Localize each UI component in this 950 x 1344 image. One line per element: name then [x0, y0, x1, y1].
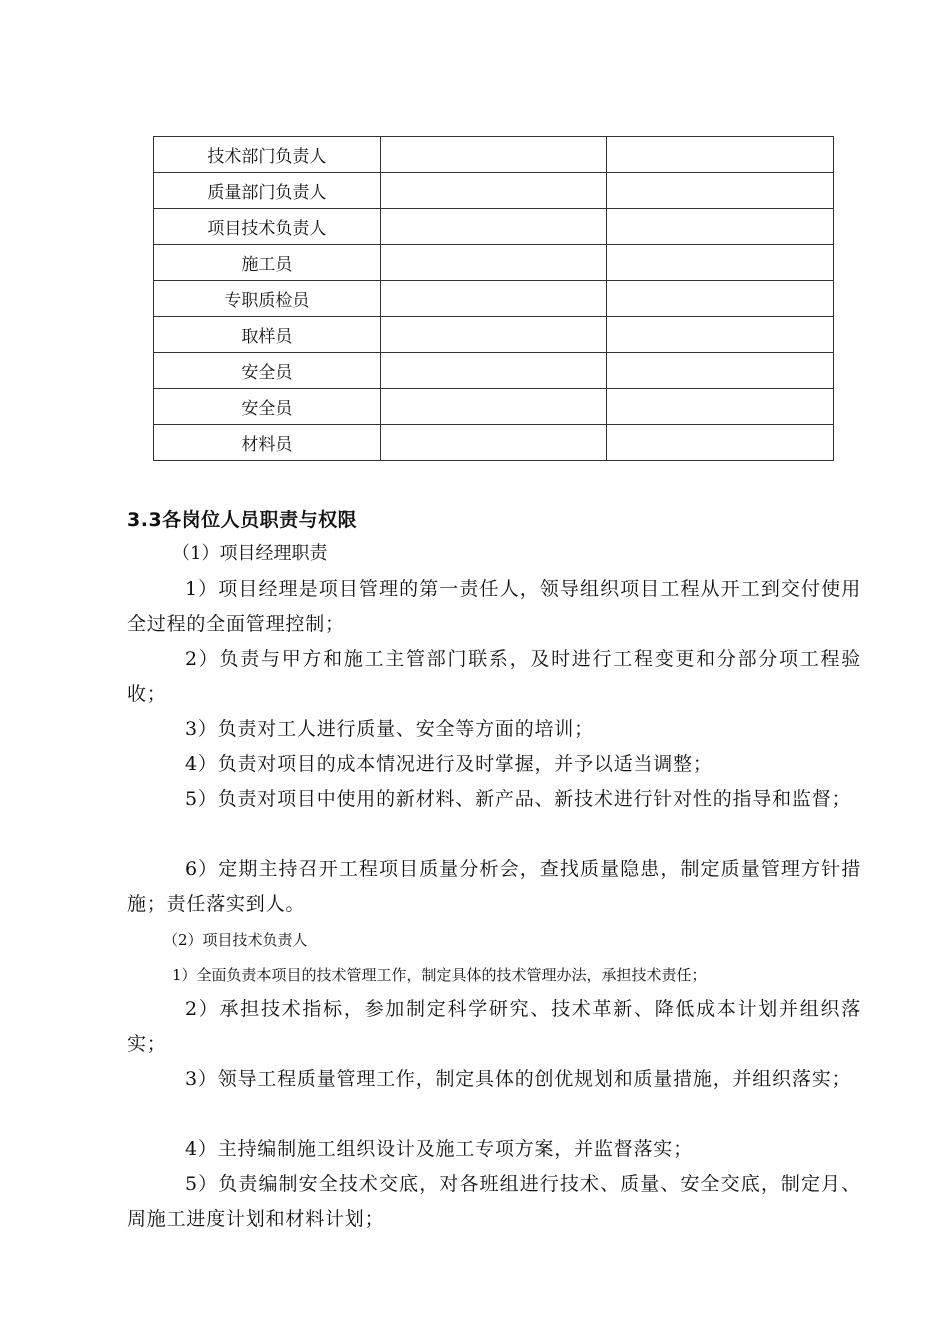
- pm-item-5: 5）负责对项目中使用的新材料、新产品、新技术进行针对性的指导和监督；: [185, 788, 852, 810]
- pm-item-6: 6）定期主持召开工程项目质量分析会，查找质量隐患，制定质量管理方针措施；责任落实到人。: [127, 858, 861, 915]
- role-cell: 施工员: [154, 245, 381, 281]
- name-cell: [380, 353, 607, 389]
- table-row: [154, 425, 834, 461]
- role-cell: 安全员: [154, 389, 381, 425]
- pm-item-1: 1）项目经理是项目管理的第一责任人，领导组织项目工程从开工到交付使用全过程的全面管理控制；: [127, 578, 861, 635]
- name-cell: [380, 281, 607, 317]
- pm-item-2: 2）负责与甲方和施工主管部门联系，及时进行工程变更和分部分项工程验收；: [127, 648, 861, 705]
- tech-item-2: 2）承担技术指标，参加制定科学研究、技术革新、降低成本计划并组织落实；: [127, 998, 861, 1055]
- personnel-table: [153, 136, 834, 461]
- name-cell: [380, 209, 607, 245]
- note-cell: [607, 389, 834, 425]
- tech-item-1: 1）全面负责本项目的技术管理工作，制定具体的技术管理办法，承担技术责任；: [172, 966, 707, 984]
- role-cell: 质量部门负责人: [154, 173, 381, 209]
- note-cell: [607, 173, 834, 209]
- name-cell: [380, 317, 607, 353]
- tech-item-5: 5）负责编制安全技术交底，对各班组进行技术、质量、安全交底，制定月、周施工进度计划和材料计划；: [127, 1173, 861, 1230]
- note-cell: [607, 281, 834, 317]
- name-cell: [380, 245, 607, 281]
- role-cell: 项目技术负责人: [154, 209, 381, 245]
- pm-duties-title: （1）项目经理职责: [172, 543, 328, 564]
- table-row: [154, 245, 834, 281]
- name-cell: [380, 137, 607, 173]
- tech-item-4: 4）主持编制施工组织设计及施工专项方案，并监督落实；: [185, 1138, 693, 1160]
- role-cell: 技术部门负责人: [154, 137, 381, 173]
- table-row: [154, 353, 834, 389]
- table-row: [154, 137, 834, 173]
- role-cell: 材料员: [154, 425, 381, 461]
- table-row: [154, 281, 834, 317]
- role-cell: 取样员: [154, 317, 381, 353]
- pm-item-3: 3）负责对工人进行质量、安全等方面的培训；: [185, 718, 594, 740]
- note-cell: [607, 317, 834, 353]
- name-cell: [380, 425, 607, 461]
- table-row: [154, 317, 834, 353]
- name-cell: [380, 389, 607, 425]
- pm-item-4: 4）负责对项目的成本情况进行及时掌握，并予以适当调整；: [185, 753, 713, 775]
- tech-lead-title: （2）项目技术负责人: [163, 931, 308, 949]
- role-cell: 专职质检员: [154, 281, 381, 317]
- role-cell: 安全员: [154, 353, 381, 389]
- note-cell: [607, 245, 834, 281]
- section-heading: 3.3各岗位人员职责与权限: [127, 509, 358, 531]
- note-cell: [607, 209, 834, 245]
- table-row: [154, 389, 834, 425]
- table-row: [154, 173, 834, 209]
- note-cell: [607, 353, 834, 389]
- note-cell: [607, 137, 834, 173]
- name-cell: [380, 173, 607, 209]
- tech-item-3: 3）领导工程质量管理工作，制定具体的创优规划和质量措施，并组织落实；: [185, 1068, 852, 1090]
- table-row: [154, 209, 834, 245]
- note-cell: [607, 425, 834, 461]
